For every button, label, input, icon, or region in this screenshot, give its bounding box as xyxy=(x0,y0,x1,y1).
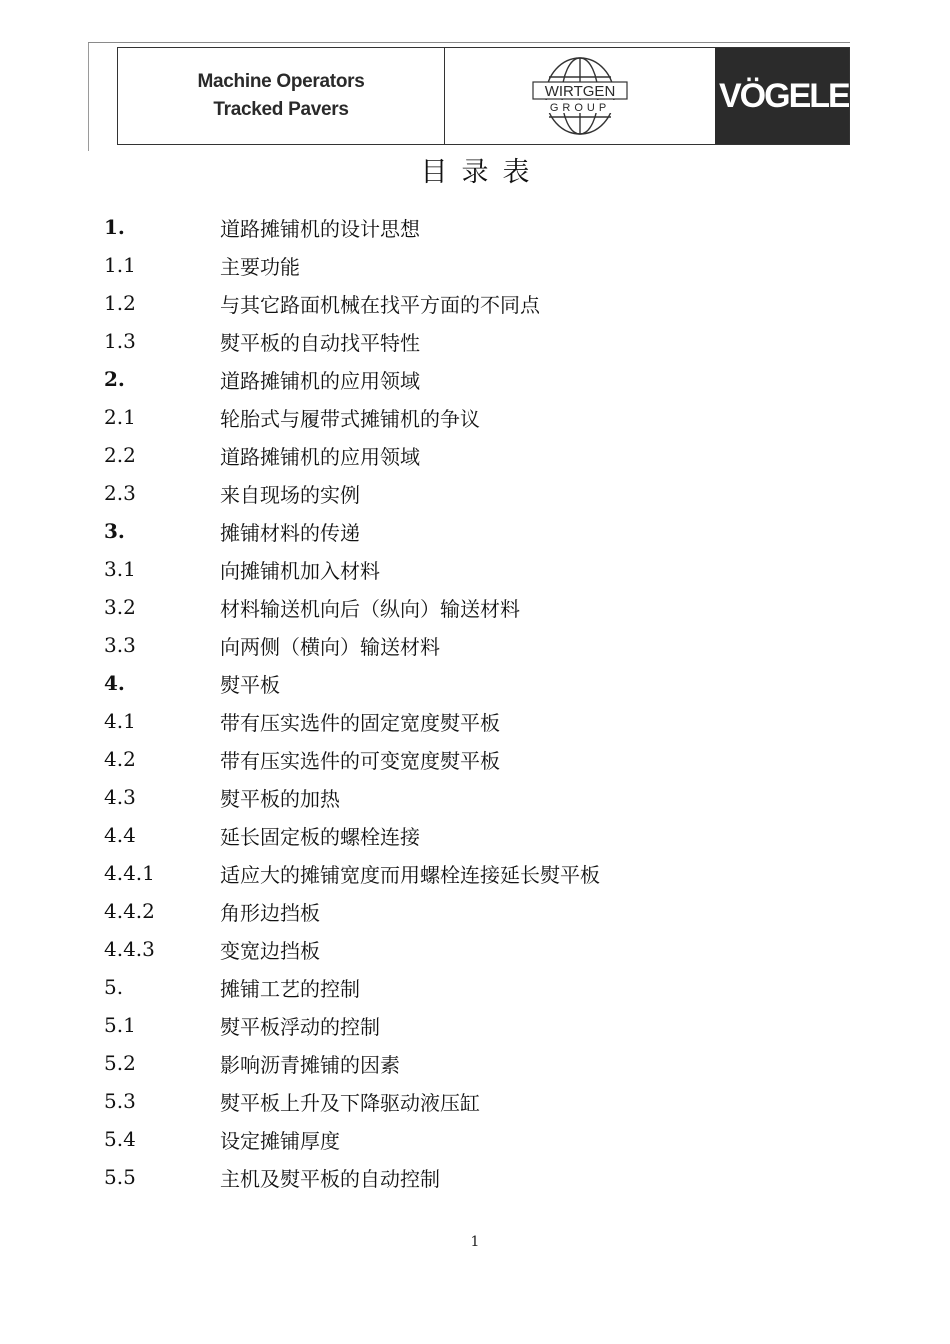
toc-entry xyxy=(104,588,864,626)
toc-entry-title: 道路摊铺机的应用领域 xyxy=(220,444,420,469)
toc-entry-number: 3.3 xyxy=(104,633,136,657)
toc-entry-title: 带有压实选件的固定宽度熨平板 xyxy=(220,710,500,735)
toc-entry-number: 4.4.2 xyxy=(104,899,155,923)
toc-entry-number: 5.4 xyxy=(104,1127,136,1151)
vogele-logo xyxy=(715,48,849,144)
toc-entry-title: 材料输送机向后（纵向）输送材料 xyxy=(220,596,520,621)
header-frame-edge xyxy=(88,43,89,151)
toc-entry-number: 4. xyxy=(104,671,125,695)
toc-entry xyxy=(104,246,864,284)
toc-entry-title: 向两侧（横向）输送材料 xyxy=(220,634,440,659)
toc-entry-title: 设定摊铺厚度 xyxy=(220,1128,340,1153)
toc-entry-title: 带有压实选件的可变宽度熨平板 xyxy=(220,748,500,773)
toc-entry-number: 5.3 xyxy=(104,1089,136,1113)
toc-entry-title: 轮胎式与履带式摊铺机的争议 xyxy=(220,406,480,431)
toc-entry-number: 2.2 xyxy=(104,443,136,467)
toc-entry xyxy=(104,550,864,588)
toc-entry-title: 道路摊铺机的应用领域 xyxy=(220,368,420,393)
toc-entry xyxy=(104,1158,864,1196)
page-title: 目录表 xyxy=(420,157,544,188)
toc-entry xyxy=(104,740,864,778)
toc-entry xyxy=(104,1044,864,1082)
toc-entry-title: 熨平板浮动的控制 xyxy=(220,1014,380,1039)
toc-entry xyxy=(104,626,864,664)
toc-entry-number: 5.2 xyxy=(104,1051,136,1075)
toc-entry xyxy=(104,284,864,322)
toc-entry-title: 道路摊铺机的设计思想 xyxy=(220,216,420,241)
toc-entry-number: 3. xyxy=(104,519,125,543)
toc-entry-title: 熨平板的加热 xyxy=(220,786,340,811)
toc-entry-title: 熨平板上升及下降驱动液压缸 xyxy=(220,1090,480,1115)
vogele-logo-text: VÖGELE xyxy=(719,76,849,115)
toc-entry-title: 摊铺工艺的控制 xyxy=(220,976,360,1001)
toc-entry xyxy=(104,208,864,246)
page-header xyxy=(117,47,850,145)
toc-entry xyxy=(104,322,864,360)
toc-entry-number: 3.2 xyxy=(104,595,136,619)
toc-entry-title: 主机及熨平板的自动控制 xyxy=(220,1166,440,1191)
header-manual-title xyxy=(118,48,445,144)
toc-entry-number: 5. xyxy=(104,975,124,999)
toc-entry-number: 2.3 xyxy=(104,481,136,505)
toc-entry-number: 5.5 xyxy=(104,1165,136,1189)
toc-entry xyxy=(104,854,864,892)
toc-entry xyxy=(104,930,864,968)
header-title-line2: Tracked Pavers xyxy=(213,99,349,120)
toc-entry-number: 1.1 xyxy=(104,253,136,277)
toc-entry xyxy=(104,360,864,398)
toc-entry-title: 主要功能 xyxy=(220,254,300,279)
toc-entry-title: 向摊铺机加入材料 xyxy=(220,558,380,583)
toc-entry-number: 1.3 xyxy=(104,329,136,353)
toc-entry-number: 4.3 xyxy=(104,785,136,809)
toc-entry xyxy=(104,512,864,550)
toc-entry xyxy=(104,892,864,930)
toc-entry xyxy=(104,474,864,512)
toc-entry-title: 与其它路面机械在找平方面的不同点 xyxy=(220,292,540,317)
table-of-contents xyxy=(104,208,864,1196)
toc-entry xyxy=(104,1006,864,1044)
toc-entry-title: 延长固定板的螺栓连接 xyxy=(220,824,420,849)
toc-entry-number: 1.2 xyxy=(104,291,136,315)
toc-entry-title: 影响沥青摊铺的因素 xyxy=(220,1052,400,1077)
toc-entry xyxy=(104,436,864,474)
toc-entry xyxy=(104,968,864,1006)
toc-entry xyxy=(104,664,864,702)
toc-entry-title: 变宽边挡板 xyxy=(220,938,320,963)
toc-entry xyxy=(104,1120,864,1158)
toc-entry-number: 2. xyxy=(104,367,125,391)
toc-entry-title: 熨平板的自动找平特性 xyxy=(220,330,420,355)
toc-entry-title: 熨平板 xyxy=(220,672,280,697)
toc-entry-number: 4.2 xyxy=(104,747,136,771)
toc-entry-title: 角形边挡板 xyxy=(220,900,320,925)
group-logo-text: GROUP xyxy=(549,102,611,114)
toc-entry-number: 2.1 xyxy=(104,405,136,429)
toc-entry-number: 3.1 xyxy=(104,557,136,581)
toc-entry-number: 4.4.1 xyxy=(104,861,155,885)
toc-entry-number: 1. xyxy=(104,215,125,239)
toc-entry xyxy=(104,816,864,854)
toc-entry-number: 4.4.3 xyxy=(104,937,155,961)
toc-entry-number: 4.4 xyxy=(104,823,136,847)
toc-entry-title: 适应大的摊铺宽度而用螺栓连接延长熨平板 xyxy=(220,862,600,887)
toc-entry xyxy=(104,702,864,740)
toc-entry xyxy=(104,1082,864,1120)
toc-entry xyxy=(104,398,864,436)
toc-entry-number: 4.1 xyxy=(104,709,136,733)
toc-entry-number: 5.1 xyxy=(104,1013,136,1037)
header-title-line1: Machine Operators xyxy=(197,71,365,92)
toc-entry-title: 来自现场的实例 xyxy=(220,482,360,507)
page-number: 1 xyxy=(470,1234,480,1250)
globe-icon xyxy=(531,55,629,137)
wirtgen-group-logo xyxy=(445,48,715,144)
toc-entry xyxy=(104,778,864,816)
toc-entry-title: 摊铺材料的传递 xyxy=(220,520,360,545)
wirtgen-logo-text: WIRTGEN xyxy=(544,83,616,100)
